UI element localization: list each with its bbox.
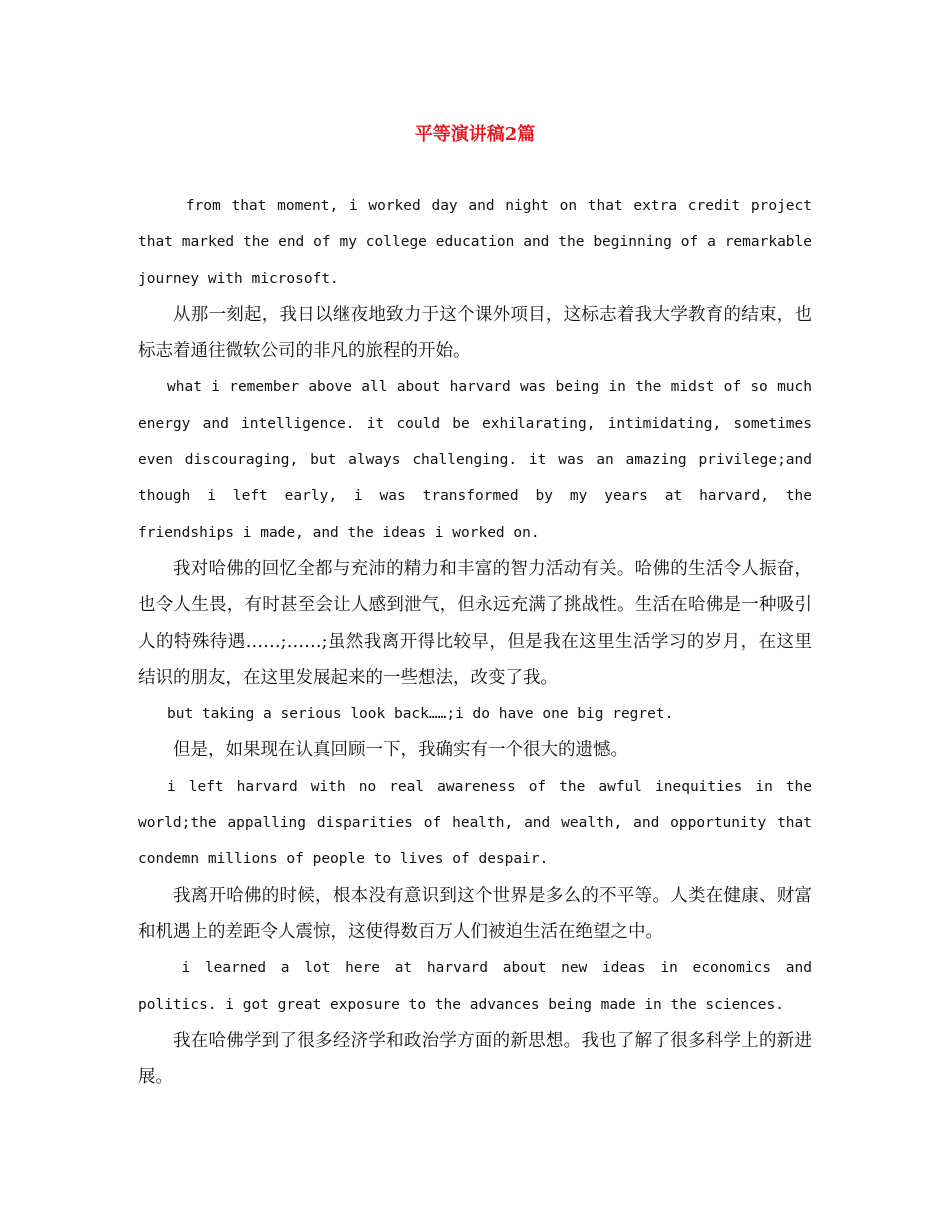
paragraph-en: from that moment, i worked day and night on that extra credit project that marked the end of my college education and the beginning of a remarkable journey with microsoft. [138,198,812,287]
paragraph-zh: 但是，如果现在认真回顾一下，我确实有一个很大的遗憾。 [173,740,628,761]
document-title: 平等演讲稿2篇 [414,124,536,145]
paragraph-en: i learned a lot here at harvard about new ideas in economics and politics. i got great exposure to the advances being made in the sciences. [138,960,812,1013]
paragraph-zh: 我在哈佛学到了很多经济学和政治学方面的新思想。我也了解了很多科学上的新进展。 [138,1030,812,1088]
paragraph-zh: 从那一刻起，我日以继夜地致力于这个课外项目，这标志着我大学教育的结束，也标志着通往微软公司的非凡的旅程的开始。 [138,304,812,362]
paragraph-en: what i remember above all about harvard was being in the midst of so much energy and intelligence. it could be exhilarating, intimidating, sometimes even discouraging, but always challenging. it was an amazing privilege;and though i left early, i was transformed by my years at harvard, the friendships i made, and the ideas i worked on. [138,379,812,541]
paragraph-zh: 我离开哈佛的时候，根本没有意识到这个世界是多么的不平等。人类在健康、财富和机遇上的差距令人震惊，这使得数百万人们被迫生活在绝望之中。 [138,885,812,942]
paragraph-en: i left harvard with no real awareness of the awful inequities in the world;the appalling disparities of health, and wealth, and opportunity that condemn millions of people to lives of despair. [138,778,812,868]
paragraph-zh: 我对哈佛的回忆全都与充沛的精力和丰富的智力活动有关。哈佛的生活令人振奋，也令人生畏，有时甚至会让人感到泄气，但永远充满了挑战性。生活在哈佛是一种吸引人的特殊待遇……;……;虽然我离开得比较早，但是我在这里生活学习的岁月，在这里结识的朋友，在这里发展起来的一些想法，改变了我。 [138,558,812,688]
document-body [138,188,812,1095]
paragraph-en: but taking a serious look back……;i do have one big regret. [167,706,674,723]
